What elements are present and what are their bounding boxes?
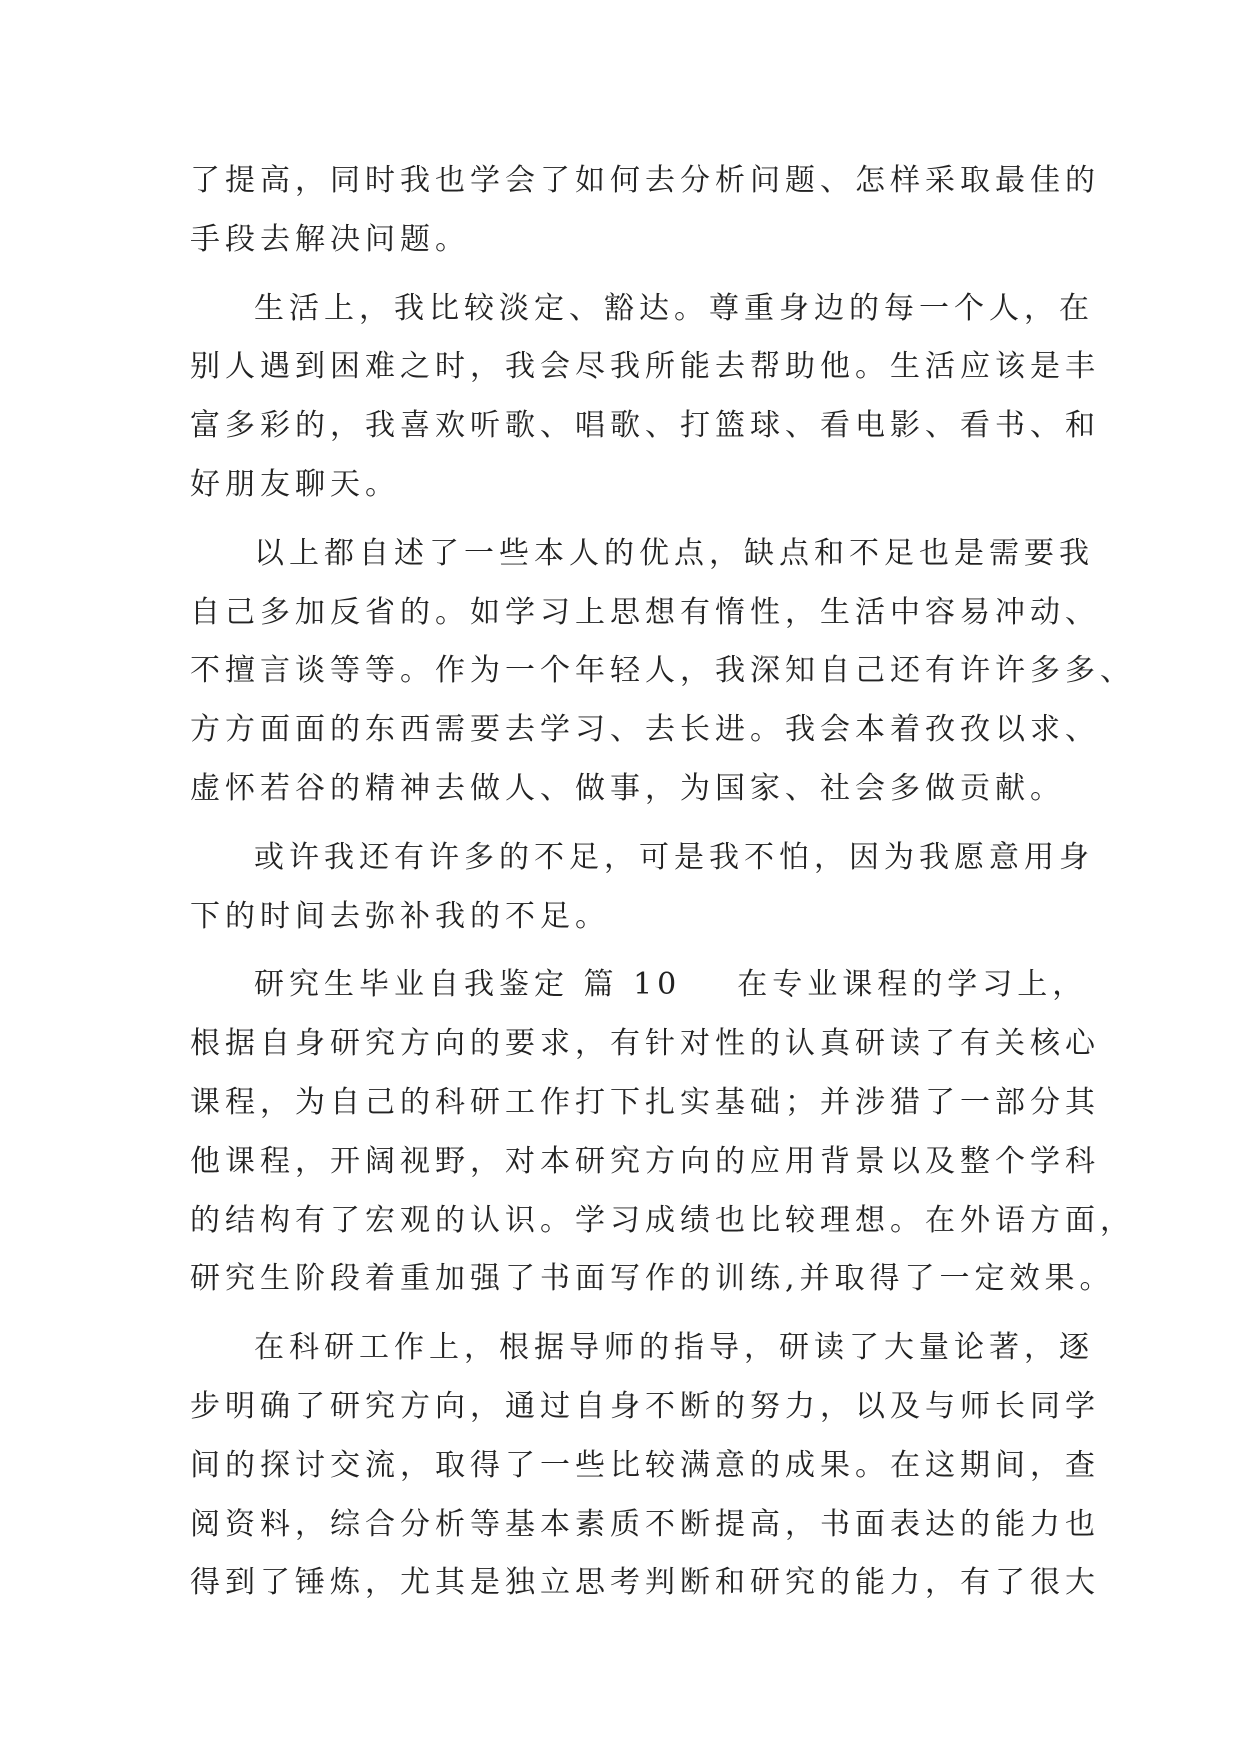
text-line: 以上都自述了一些本人的优点，缺点和不足也是需要我 [254, 535, 1094, 571]
text-line: 虚怀若谷的精神去做人、做事，为国家、社会多做贡献。 [190, 770, 1065, 806]
text-line: 在专业课程的学习上， [737, 967, 1088, 1003]
text-line: 了提高，同时我也学会了如何去分析问题、怎样采取最佳的 [190, 163, 1100, 198]
text-line: 方方面面的东西需要去学习、去长进。我会本着孜孜以求、 [190, 712, 1100, 748]
text-line: 或许我还有许多的不足，可是我不怕，因为我愿意用身 [254, 839, 1094, 875]
text-line: 生活上，我比较淡定、豁达。尊重身边的每一个人，在 [254, 290, 1094, 326]
text-line: 的结构有了宏观的认识。学习成绩也比较理想。在外语方面， [190, 1202, 1135, 1238]
text-line: 间的探讨交流，取得了一些比较满意的成果。在这期间，查 [190, 1447, 1100, 1483]
paragraph [190, 829, 1094, 947]
section-heading-line [190, 956, 1088, 1015]
text-line: 不擅言谈等等。作为一个年轻人，我深知自己还有许许多多、 [190, 653, 1135, 689]
paragraph [190, 152, 1100, 270]
text-line: 自己多加反省的。如学习上思想有惰性，生活中容易冲动、 [190, 594, 1100, 630]
text-line: 根据自身研究方向的要求，有针对性的认真研读了有关核心 [190, 1026, 1100, 1062]
text-line: 步明确了研究方向，通过自身不断的努力，以及与师长同学 [190, 1388, 1100, 1424]
text-line: 手段去解决问题。 [190, 221, 470, 257]
text-line: 在科研工作上，根据导师的指导，研读了大量论著，逐 [254, 1330, 1094, 1366]
text-line: 好朋友聊天。 [190, 466, 400, 502]
paragraph [190, 956, 1135, 1309]
paragraph [190, 280, 1100, 515]
text-line: 下的时间去弥补我的不足。 [190, 898, 610, 934]
text-line: 富多彩的，我喜欢听歌、唱歌、打篮球、看电影、看书、和 [190, 408, 1100, 444]
text-line: 研究生阶段着重加强了书面写作的训练,并取得了一定效果。 [190, 1261, 1115, 1297]
text-line: 阅资料，综合分析等基本素质不断提高，书面表达的能力也 [190, 1506, 1100, 1542]
text-line: 课程，为自己的科研工作打下扎实基础；并涉猎了一部分其 [190, 1084, 1100, 1120]
text-line: 他课程，开阔视野，对本研究方向的应用背景以及整个学科 [190, 1143, 1100, 1179]
text-line: 别人遇到困难之时，我会尽我所能去帮助他。生活应该是丰 [190, 349, 1100, 385]
paragraph [190, 1319, 1100, 1613]
document-body [190, 152, 1135, 1613]
section-title: 研究生毕业自我鉴定 篇 10 [254, 967, 682, 1003]
paragraph [190, 525, 1135, 819]
text-line: 得到了锤炼，尤其是独立思考判断和研究的能力，有了很大 [190, 1565, 1100, 1601]
